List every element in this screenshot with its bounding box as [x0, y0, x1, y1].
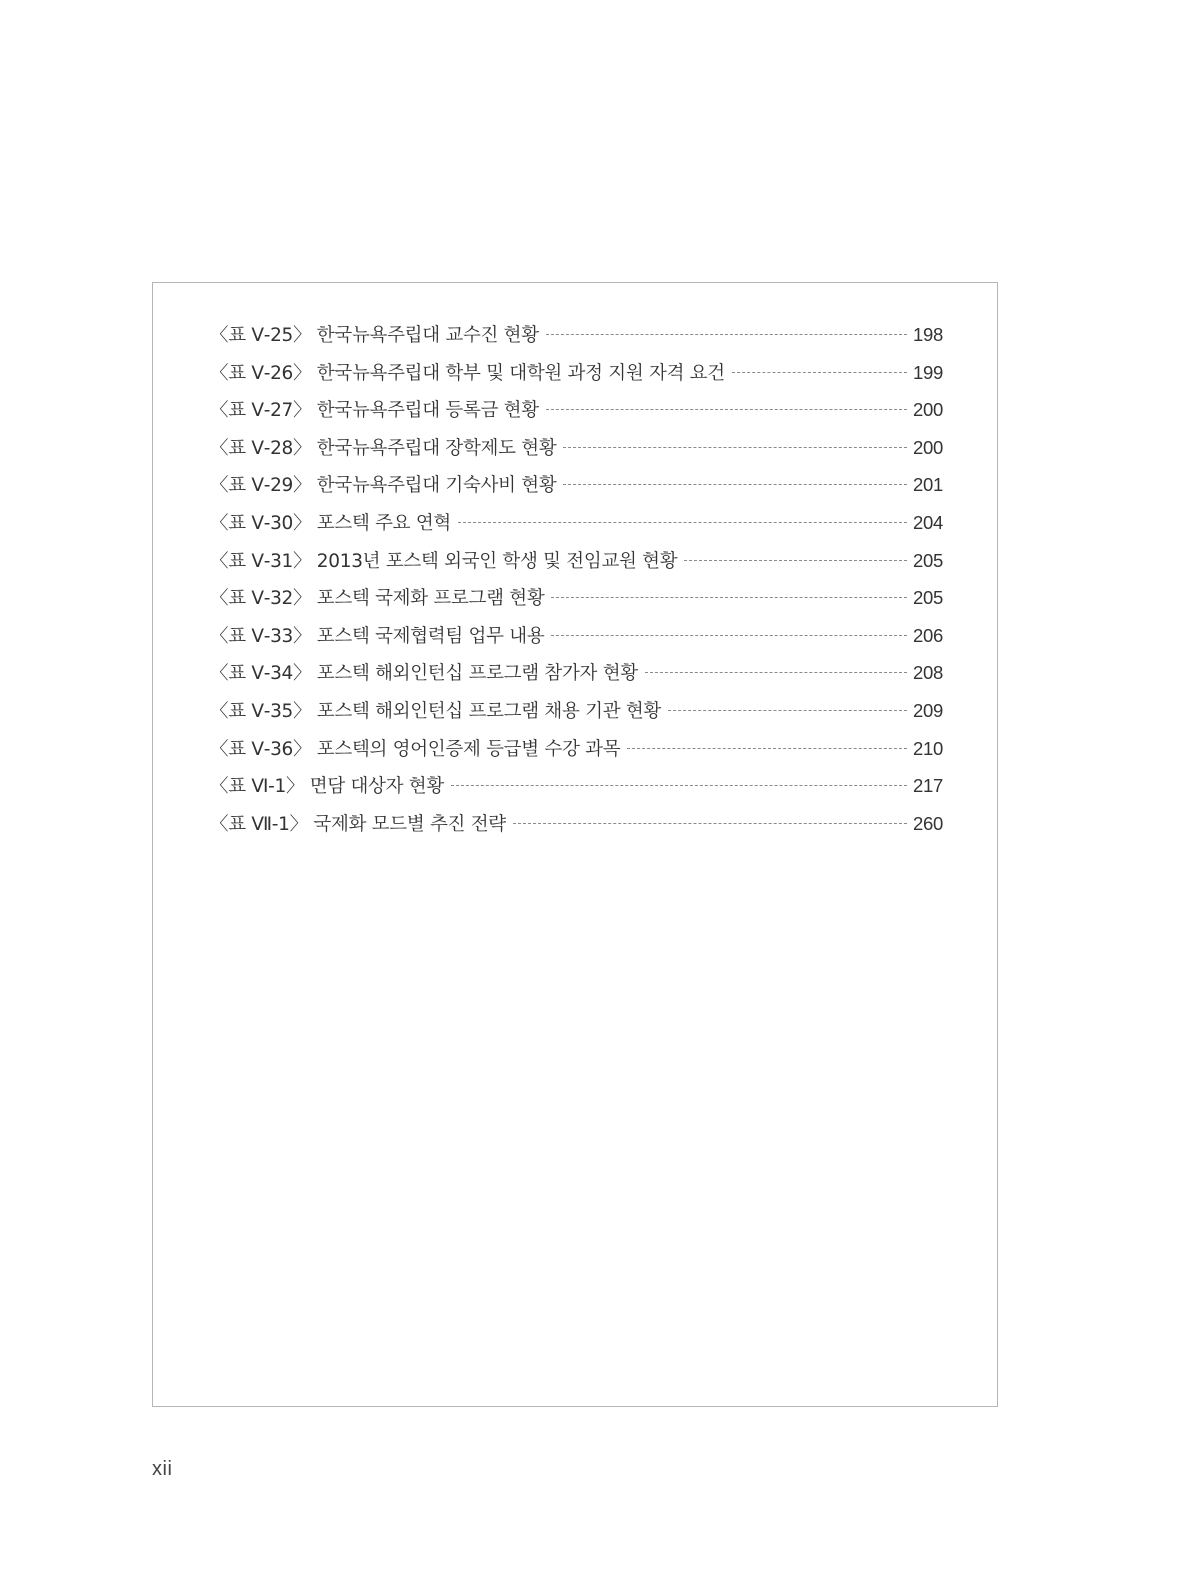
toc-entry[interactable]: [210, 767, 943, 805]
dot-leader: [732, 372, 907, 373]
toc-entry-title: 〈표 Ⅶ-1〉 국제화 모드별 추진 전략: [210, 813, 506, 835]
toc-entry-title: 〈표 Ⅴ-35〉 포스텍 해외인턴십 프로그램 채용 기관 현황: [210, 700, 661, 722]
dot-leader: [563, 447, 907, 448]
toc-entry-title: 〈표 Ⅴ-29〉 한국뉴욕주립대 기숙사비 현황: [210, 475, 557, 497]
toc-entry-title: 〈표 Ⅴ-31〉 2013년 포스텍 외국인 학생 및 전임교원 현황: [210, 550, 678, 572]
page-number: xii: [152, 1458, 173, 1480]
toc-entry-title: 〈표 Ⅴ-28〉 한국뉴욕주립대 장학제도 현황: [210, 437, 557, 459]
toc-entry-page: 201: [913, 474, 943, 496]
dot-leader: [546, 409, 907, 410]
dot-leader: [513, 823, 907, 824]
toc-entry[interactable]: [210, 579, 943, 617]
table-of-contents: [210, 316, 943, 842]
toc-entry-page: 200: [913, 436, 943, 458]
toc-entry-title: 〈표 Ⅴ-32〉 포스텍 국제화 프로그램 현황: [210, 588, 545, 610]
toc-entry[interactable]: [210, 542, 943, 580]
dot-leader: [551, 597, 907, 598]
toc-entry-title: 〈표 Ⅴ-26〉 한국뉴욕주립대 학부 및 대학원 과정 지원 자격 요건: [210, 362, 725, 384]
toc-entry-page: 209: [913, 699, 943, 721]
dot-leader: [551, 635, 907, 636]
dot-leader: [546, 334, 907, 335]
toc-entry[interactable]: [210, 466, 943, 504]
dot-leader: [563, 484, 907, 485]
toc-entry[interactable]: [210, 730, 943, 768]
toc-entry-title: 〈표 Ⅴ-34〉 포스텍 해외인턴십 프로그램 참가자 현황: [210, 663, 638, 685]
toc-entry[interactable]: [210, 391, 943, 429]
toc-entry-title: 〈표 Ⅴ-36〉 포스텍의 영어인증제 등급별 수강 과목: [210, 738, 621, 760]
dot-leader: [645, 672, 907, 673]
toc-entry-title: 〈표 Ⅵ-1〉 면담 대상자 현황: [210, 776, 444, 798]
toc-entry-page: 198: [913, 324, 943, 345]
toc-entry[interactable]: [210, 354, 943, 392]
toc-entry-title: 〈표 Ⅴ-27〉 한국뉴욕주립대 등록금 현황: [210, 400, 539, 422]
toc-entry[interactable]: [210, 692, 943, 730]
toc-entry[interactable]: [210, 316, 943, 354]
toc-entry-page: 200: [913, 399, 943, 421]
toc-entry[interactable]: [210, 429, 943, 467]
toc-entry[interactable]: [210, 504, 943, 542]
toc-entry-page: 208: [913, 662, 943, 684]
toc-entry-page: 217: [913, 775, 943, 797]
toc-entry-title: 〈표 Ⅴ-33〉 포스텍 국제협력팀 업무 내용: [210, 625, 545, 647]
toc-entry-page: 206: [913, 624, 943, 646]
toc-entry-title: 〈표 Ⅴ-25〉 한국뉴욕주립대 교수진 현황: [210, 325, 539, 346]
toc-entry-page: 204: [913, 511, 943, 533]
dot-leader: [684, 560, 907, 561]
toc-entry[interactable]: [210, 805, 943, 843]
toc-entry-page: 199: [913, 361, 943, 383]
toc-entry-title: 〈표 Ⅴ-30〉 포스텍 주요 연혁: [210, 512, 451, 534]
toc-entry-page: 210: [913, 737, 943, 759]
toc-entry-page: 260: [913, 812, 943, 834]
toc-entry[interactable]: [210, 617, 943, 655]
dot-leader: [451, 785, 907, 786]
dot-leader: [627, 748, 907, 749]
dot-leader: [458, 522, 907, 523]
toc-entry-page: 205: [913, 549, 943, 571]
toc-entry[interactable]: [210, 654, 943, 692]
dot-leader: [668, 710, 907, 711]
toc-entry-page: 205: [913, 587, 943, 609]
